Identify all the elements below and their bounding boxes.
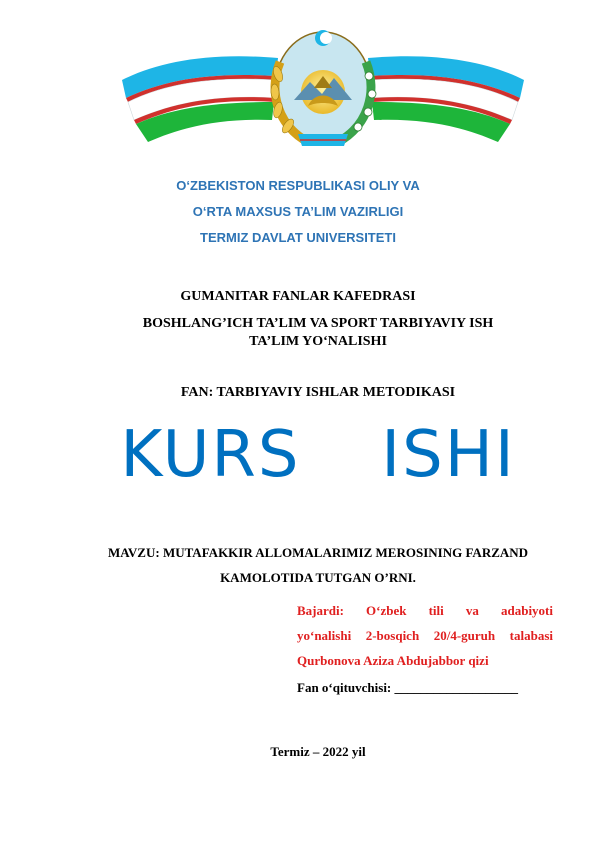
author-line-1: Bajardi: O‘zbek tili va adabiyoti	[297, 603, 553, 618]
topic-line-1: MAVZU: MUTAFAKKIR ALLOMALARIMIZ MEROSINING FARZAND	[107, 545, 529, 560]
ministry-header	[0, 173, 596, 251]
teacher-line: Fan o‘qituvchisi: ___________________	[297, 680, 519, 695]
emblem-seal	[270, 30, 376, 146]
author-name: Qurbonova Aziza Abdujabbor qizi	[297, 653, 489, 668]
ministry-line-2: O‘RTA MAXSUS TA’LIM VAZIRLIGI	[192, 204, 404, 219]
topic-block	[0, 540, 596, 590]
direction-line-2: TA’LIM YO‘NALISHI	[249, 334, 387, 349]
author-line-2: yo‘nalishi 2-bosqich 20/4-guruh talabasi	[297, 628, 553, 643]
subject-line: FAN: TARBIYAVIY ISHLAR METODIKASI	[180, 385, 456, 400]
ministry-line-1: O‘ZBEKISTON RESPUBLIKASI OLIY VA	[176, 178, 420, 193]
direction-line-1: BOSHLANG’ICH TA’LIM VA SPORT TARBIYAVIY ISH	[142, 316, 494, 331]
right-flag-ribbon	[368, 56, 524, 142]
university-name: TERMIZ DAVLAT UNIVERSITETI	[200, 230, 396, 245]
author-block	[297, 598, 553, 673]
state-emblem-icon	[118, 22, 528, 156]
document-title: KURS ISHI	[120, 418, 516, 492]
place-year: Termiz – 2022 yil	[270, 744, 366, 759]
department-name: GUMANITAR FANLAR KAFEDRASI	[180, 289, 416, 304]
topic-line-2: KAMOLOTIDA TUTGAN O’RNI.	[220, 570, 416, 585]
left-flag-ribbon	[122, 56, 278, 142]
